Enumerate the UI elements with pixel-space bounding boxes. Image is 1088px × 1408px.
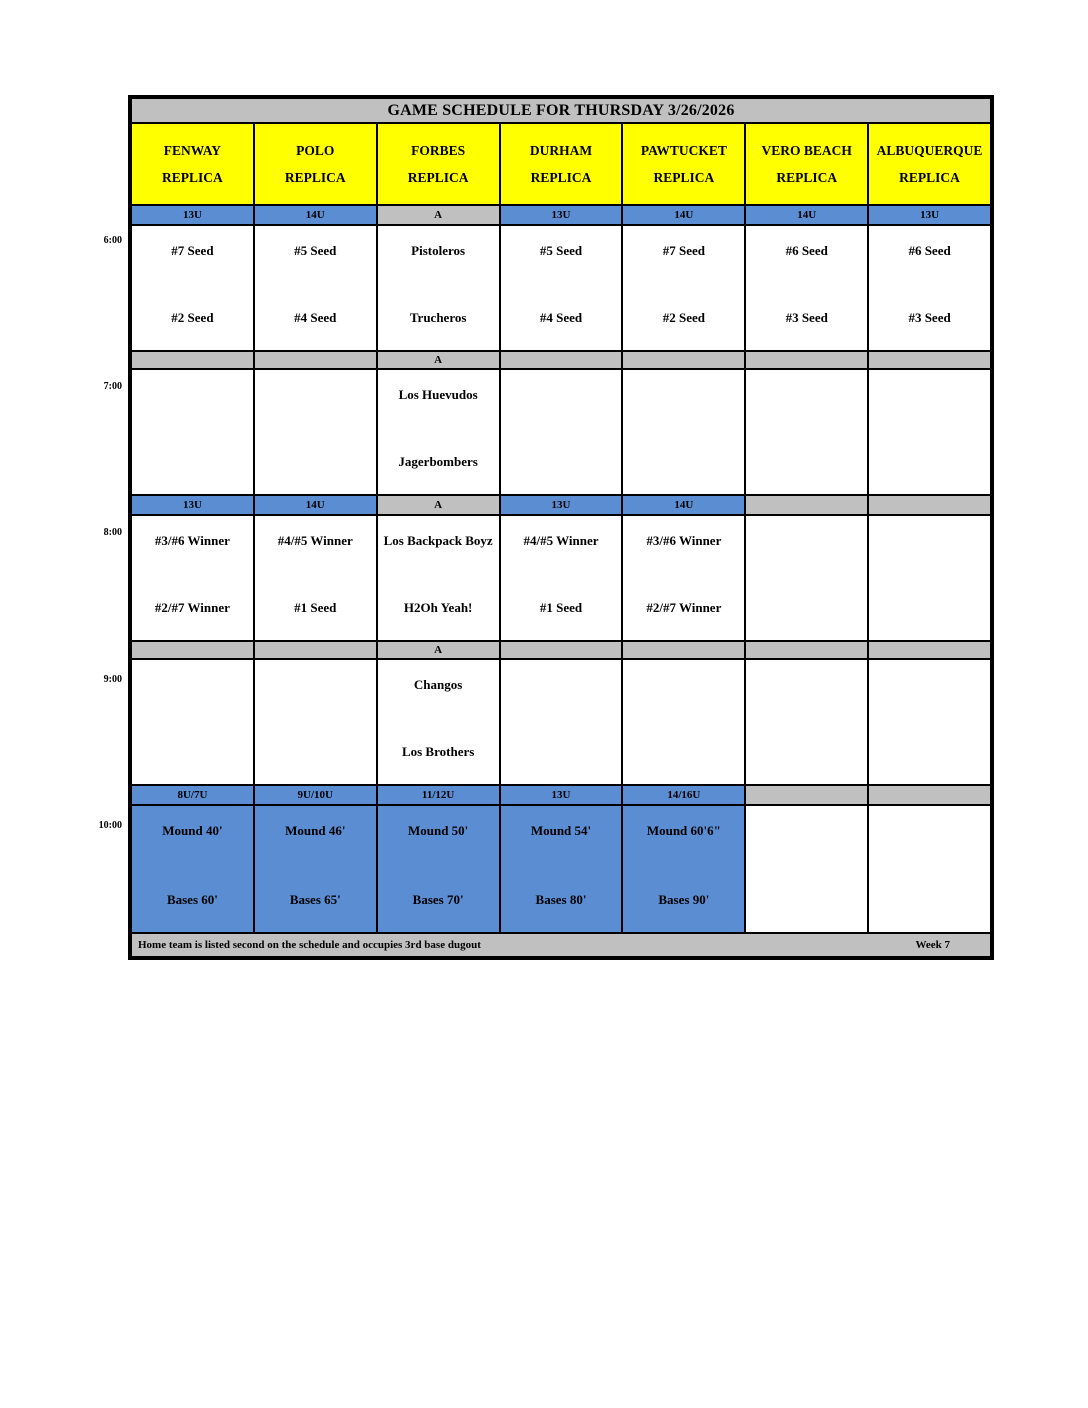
- game-cell: [378, 660, 499, 784]
- division-band: 13U: [869, 206, 990, 224]
- home-team: #2/#7 Winner: [154, 600, 230, 616]
- field-name: POLO: [296, 142, 335, 158]
- away-team: #6 Seed: [785, 243, 828, 258]
- game-cell: [869, 370, 990, 494]
- home-team: #4 Seed: [294, 310, 337, 326]
- schedule-title: GAME SCHEDULE FOR THURSDAY 3/26/2026: [132, 99, 990, 122]
- footer-note: Home team is listed second on the schedule and occupies 3rd base dugout: [138, 939, 481, 951]
- field-name: FENWAY: [163, 142, 222, 158]
- home-team: #4 Seed: [539, 310, 583, 326]
- divider-band: [869, 642, 990, 658]
- home-team: H2Oh Yeah!: [403, 600, 473, 616]
- game-cell: [255, 226, 376, 350]
- away-team: Changos: [413, 677, 463, 692]
- game-cell: [501, 516, 622, 640]
- game-cell: [746, 226, 867, 350]
- field-type: REPLICA: [653, 170, 715, 185]
- away-team: Los Backpack Boyz: [383, 533, 493, 548]
- field-type: REPLICA: [162, 170, 223, 185]
- game-cell: [132, 516, 253, 640]
- field-header-albuquerque: [869, 124, 990, 204]
- divider-band: [255, 352, 376, 368]
- game-cell: [623, 226, 744, 350]
- field-dimensions-cell: [623, 806, 744, 932]
- field-header-polo: [255, 124, 376, 204]
- division-band: [869, 786, 990, 804]
- division-band: 11/12U: [378, 786, 499, 804]
- bases-distance: Bases 60': [166, 892, 218, 908]
- time-label: 6:00: [103, 235, 122, 246]
- field-dimensions-cell: [501, 806, 622, 932]
- footer-bar: [132, 934, 990, 956]
- field-name: DURHAM: [529, 142, 593, 158]
- home-team: #1 Seed: [294, 600, 337, 616]
- home-team: #2 Seed: [662, 310, 705, 326]
- field-type: REPLICA: [776, 170, 838, 185]
- game-cell: [869, 226, 990, 350]
- mound-distance: Mound 54': [530, 823, 592, 838]
- game-cell: [378, 370, 499, 494]
- time-label: 7:00: [103, 381, 122, 392]
- divider-band: [746, 642, 867, 658]
- game-cell: [746, 370, 867, 494]
- division-band: 13U: [501, 206, 622, 224]
- field-header-vero-beach: [746, 124, 867, 204]
- field-dimensions-cell: [132, 806, 253, 932]
- game-cell: [501, 226, 622, 350]
- division-band: 14U: [746, 206, 867, 224]
- field-name: ALBUQUERQUE: [876, 142, 983, 158]
- game-cell: [255, 516, 376, 640]
- game-cell: [623, 516, 744, 640]
- game-cell: [255, 370, 376, 494]
- time-label: 10:00: [98, 820, 122, 831]
- game-cell: [746, 660, 867, 784]
- division-band: [869, 496, 990, 514]
- divider-band: A: [378, 642, 499, 658]
- division-band: 14/16U: [623, 786, 744, 804]
- divider-band: [869, 352, 990, 368]
- home-team: Los Brothers: [401, 744, 475, 760]
- field-header-durham: [501, 124, 622, 204]
- home-team: Trucheros: [409, 310, 467, 326]
- away-team: Pistoleros: [411, 243, 466, 258]
- divider-band: [623, 352, 744, 368]
- away-team: #3/#6 Winner: [154, 533, 230, 548]
- divider-band: [255, 642, 376, 658]
- home-team: #2/#7 Winner: [646, 600, 722, 616]
- game-cell: [378, 226, 499, 350]
- home-team: Jagerbombers: [398, 454, 478, 470]
- game-cell: [869, 660, 990, 784]
- game-cell: [132, 370, 253, 494]
- game-cell: [623, 660, 744, 784]
- away-team: #4/#5 Winner: [277, 533, 353, 548]
- division-band: A: [378, 206, 499, 224]
- schedule-table: [128, 95, 994, 960]
- division-band: 13U: [501, 786, 622, 804]
- mound-distance: Mound 46': [285, 823, 346, 838]
- field-dimensions-cell: [378, 806, 499, 932]
- division-band: [746, 496, 867, 514]
- field-header-pawtucket: [623, 124, 744, 204]
- field-type: REPLICA: [899, 170, 960, 185]
- mound-distance: Mound 40': [162, 823, 223, 838]
- away-team: #5 Seed: [294, 243, 337, 258]
- divider-band: [132, 352, 253, 368]
- field-header-forbes: [378, 124, 499, 204]
- bases-distance: Bases 90': [658, 892, 710, 908]
- field-name: FORBES: [411, 142, 466, 158]
- week-label: Week 7: [915, 939, 950, 951]
- field-dimensions-cell: [869, 806, 990, 932]
- field-type: REPLICA: [530, 170, 592, 185]
- time-label: 8:00: [103, 527, 122, 538]
- home-team: #3 Seed: [908, 310, 951, 326]
- field-name: VERO BEACH: [761, 142, 852, 158]
- division-band: 14U: [623, 496, 744, 514]
- field-type: REPLICA: [407, 170, 469, 185]
- away-team: #5 Seed: [539, 243, 583, 258]
- bases-distance: Bases 70': [412, 892, 464, 908]
- game-cell: [132, 660, 253, 784]
- mound-distance: Mound 60'6": [646, 823, 721, 838]
- home-team: #2 Seed: [171, 310, 214, 326]
- game-cell: [501, 370, 622, 494]
- away-team: #6 Seed: [908, 243, 951, 258]
- field-header-fenway: [132, 124, 253, 204]
- divider-band: [746, 352, 867, 368]
- field-name: PAWTUCKET: [640, 142, 727, 158]
- mound-distance: Mound 50': [407, 823, 469, 838]
- game-cell: [623, 370, 744, 494]
- divider-band: [623, 642, 744, 658]
- away-team: #7 Seed: [662, 243, 705, 258]
- home-team: #3 Seed: [785, 310, 828, 326]
- home-team: #1 Seed: [539, 600, 583, 616]
- division-band: 13U: [132, 206, 253, 224]
- away-team: #7 Seed: [171, 243, 214, 258]
- division-band: 14U: [623, 206, 744, 224]
- away-team: #4/#5 Winner: [523, 533, 599, 548]
- divider-band: [501, 642, 622, 658]
- time-label: 9:00: [103, 674, 122, 685]
- division-band: 8U/7U: [132, 786, 253, 804]
- game-cell: [746, 516, 867, 640]
- divider-band: [501, 352, 622, 368]
- divider-band: A: [378, 352, 499, 368]
- away-team: Los Huevudos: [398, 387, 478, 402]
- division-band: 13U: [132, 496, 253, 514]
- game-cell: [501, 660, 622, 784]
- away-team: #3/#6 Winner: [646, 533, 722, 548]
- game-cell: [255, 660, 376, 784]
- division-band: 13U: [501, 496, 622, 514]
- divider-band: [132, 642, 253, 658]
- division-band: [746, 786, 867, 804]
- field-dimensions-cell: [746, 806, 867, 932]
- game-cell: [378, 516, 499, 640]
- division-band: 14U: [255, 496, 376, 514]
- bases-distance: Bases 65': [289, 892, 341, 908]
- bases-distance: Bases 80': [535, 892, 587, 908]
- field-dimensions-cell: [255, 806, 376, 932]
- division-band: 9U/10U: [255, 786, 376, 804]
- game-cell: [132, 226, 253, 350]
- division-band: A: [378, 496, 499, 514]
- game-cell: [869, 516, 990, 640]
- field-type: REPLICA: [284, 170, 346, 185]
- division-band: 14U: [255, 206, 376, 224]
